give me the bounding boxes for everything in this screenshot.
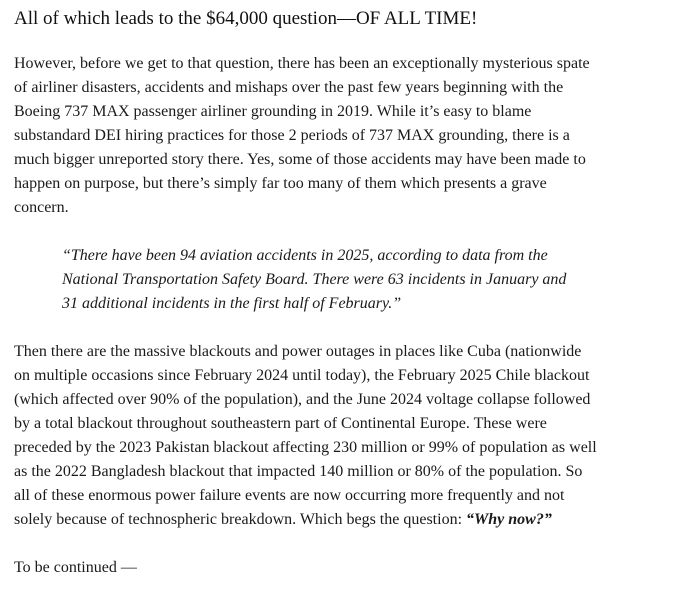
paragraph-line: (which affected over 90% of the population), and the June 2024 voltage collapse followed: [14, 391, 591, 408]
paragraph-line: on multiple occasions since February 2024 until today), the February 2025 Chile blackout: [14, 367, 590, 384]
ntsb-blockquote: [62, 244, 642, 316]
why-now-emphasis: “Why now?”: [466, 511, 552, 528]
closing-line: To be continued —: [14, 559, 137, 576]
quote-line: “There have been 94 aviation accidents in 2025, according to data from the: [62, 247, 548, 264]
paragraph-line-last: [14, 508, 654, 532]
paragraph-line: as the 2022 Bangladesh blackout that impacted 140 million or 80% of the population. So: [14, 463, 583, 480]
paragraph-line: by a total blackout throughout southeastern part of Continental Europe. These were: [14, 415, 547, 432]
paragraph-blackouts: [14, 340, 654, 532]
paragraph-text: solely because of technospheric breakdown. Which begs the question:: [14, 511, 467, 528]
quote-line: 31 additional incidents in the first half of February.”: [62, 295, 402, 312]
section-heading: All of which leads to the $64,000 question—OF ALL TIME!: [14, 8, 478, 29]
paragraph-line: much bigger unreported story there. Yes, some of those accidents may have been made to: [14, 151, 586, 168]
paragraph-line: happen on purpose, but there’s simply far too many of them which presents a grave: [14, 175, 547, 192]
paragraph-line: all of these enormous power failure events are now occurring more frequently and not: [14, 487, 565, 504]
paragraph-line: Boeing 737 MAX passenger airliner grounding in 2019. While it’s easy to blame: [14, 103, 532, 120]
paragraph-line: concern.: [14, 199, 69, 216]
paragraph-line: of airliner disasters, accidents and mishaps over the past few years beginning with the: [14, 79, 564, 96]
paragraph-line: Then there are the massive blackouts and power outages in places like Cuba (nationwide: [14, 343, 582, 360]
quote-line: National Transportation Safety Board. There were 63 incidents in January and: [62, 271, 567, 288]
paragraph-line: However, before we get to that question, there has been an exceptionally mysterious spate: [14, 55, 590, 72]
paragraph-line: substandard DEI hiring practices for those 2 periods of 737 MAX grounding, there is a: [14, 127, 570, 144]
paragraph-airliner-disasters: [14, 52, 654, 220]
paragraph-line: preceded by the 2023 Pakistan blackout affecting 230 million or 99% of population as well: [14, 439, 597, 456]
